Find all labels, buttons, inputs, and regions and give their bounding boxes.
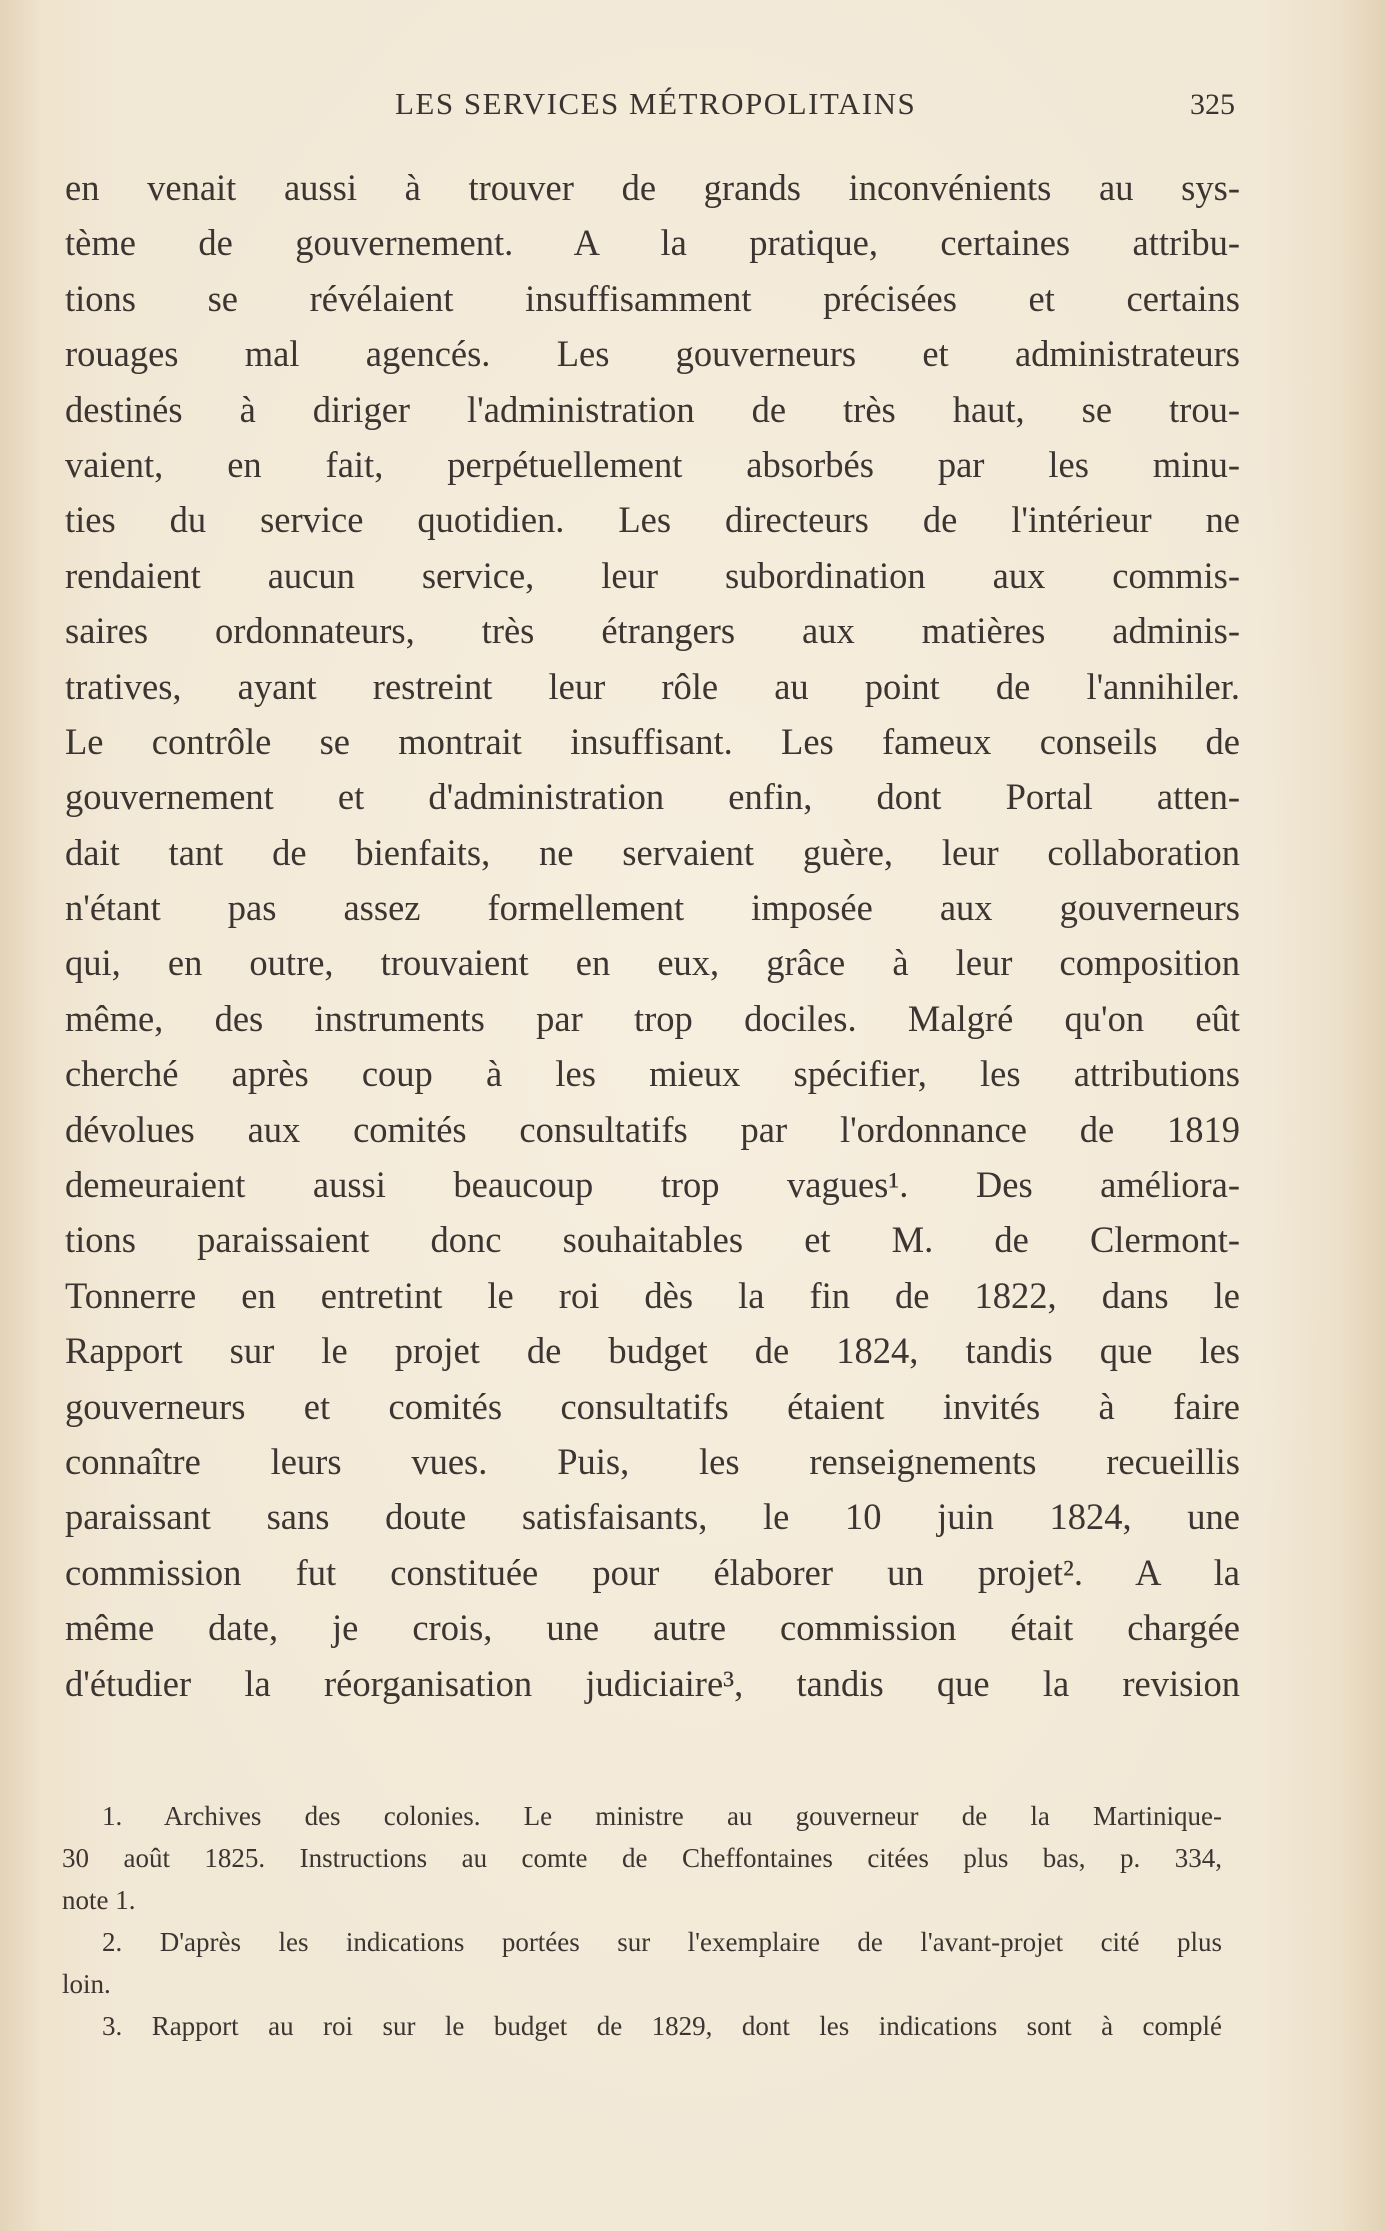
footnote-line: 30 août 1825. Instructions au comte de Cheffontaines citées plus bas, p. 334, — [62, 1843, 1222, 1873]
footnote-line: 2. D'après les indications portées sur l'exemplaire de l'avant-projet cité plus — [102, 1927, 1222, 1957]
footnote-line: loin. — [62, 1969, 111, 1999]
body-line: tions paraissaient donc souhaitables et M. de Clermont- — [65, 1219, 1240, 1261]
body-line: ties du service quotidien. Les directeurs de l'intérieur ne — [65, 499, 1240, 541]
page-header — [0, 86, 1385, 136]
body-text — [65, 160, 1240, 1711]
footnote-line: 1. Archives des colonies. Le ministre au gouverneur de la Martinique- — [102, 1801, 1222, 1831]
body-line: rendaient aucun service, leur subordination aux commis- — [65, 554, 1240, 596]
running-title: LES SERVICES MÉTROPOLITAINS — [395, 86, 917, 121]
body-line: cherché après coup à les mieux spécifier, les attributions — [65, 1053, 1240, 1095]
body-line: tratives, ayant restreint leur rôle au point de l'annihiler. — [65, 665, 1240, 707]
body-line: saires ordonnateurs, très étrangers aux matières adminis- — [65, 610, 1240, 652]
body-line: rouages mal agencés. Les gouverneurs et administrateurs — [65, 333, 1240, 375]
body-line: destinés à diriger l'administration de très haut, se trou- — [65, 388, 1240, 430]
body-line: vaient, en fait, perpétuellement absorbés par les minu- — [65, 443, 1240, 485]
body-line: dait tant de bienfaits, ne servaient guère, leur collaboration — [65, 831, 1240, 873]
body-line: d'étudier la réorganisation judiciaire³, tandis que la revision — [65, 1662, 1240, 1704]
body-line: connaître leurs vues. Puis, les renseignements recueillis — [65, 1440, 1240, 1482]
body-line: commission fut constituée pour élaborer un projet². A la — [65, 1551, 1240, 1593]
body-line: même, des instruments par trop dociles. Malgré qu'on eût — [65, 997, 1240, 1039]
body-line: en venait aussi à trouver de grands inconvénients au sys- — [65, 167, 1240, 208]
body-line: gouverneurs et comités consultatifs étaient invités à faire — [65, 1385, 1240, 1427]
body-line: gouvernement et d'administration enfin, dont Portal atten- — [65, 776, 1240, 818]
body-line: dévolues aux comités consultatifs par l'ordonnance de 1819 — [65, 1108, 1240, 1150]
body-line: paraissant sans doute satisfaisants, le 10 juin 1824, une — [65, 1496, 1240, 1538]
body-line: Rapport sur le projet de budget de 1824, tandis que les — [65, 1330, 1240, 1372]
body-line: demeuraient aussi beaucoup trop vagues¹. Des améliora- — [65, 1164, 1240, 1206]
body-line: Le contrôle se montrait insuffisant. Les fameux conseils de — [65, 720, 1240, 762]
footnotes — [62, 1795, 1222, 2047]
footnote-line: 3. Rapport au roi sur le budget de 1829, dont les indications sont à complé — [102, 2011, 1222, 2041]
body-line: qui, en outre, trouvaient en eux, grâce à leur composition — [65, 942, 1240, 984]
body-line: tions se révélaient insuffisamment précisées et certains — [65, 277, 1240, 319]
page-number: 325 — [1190, 88, 1235, 121]
body-line: tème de gouvernement. A la pratique, certaines attribu- — [65, 222, 1240, 264]
footnote-line: note 1. — [62, 1885, 136, 1915]
body-line: n'étant pas assez formellement imposée aux gouverneurs — [65, 887, 1240, 929]
body-line: même date, je crois, une autre commission était chargée — [65, 1607, 1240, 1649]
body-line: Tonnerre en entretint le roi dès la fin de 1822, dans le — [65, 1274, 1240, 1316]
